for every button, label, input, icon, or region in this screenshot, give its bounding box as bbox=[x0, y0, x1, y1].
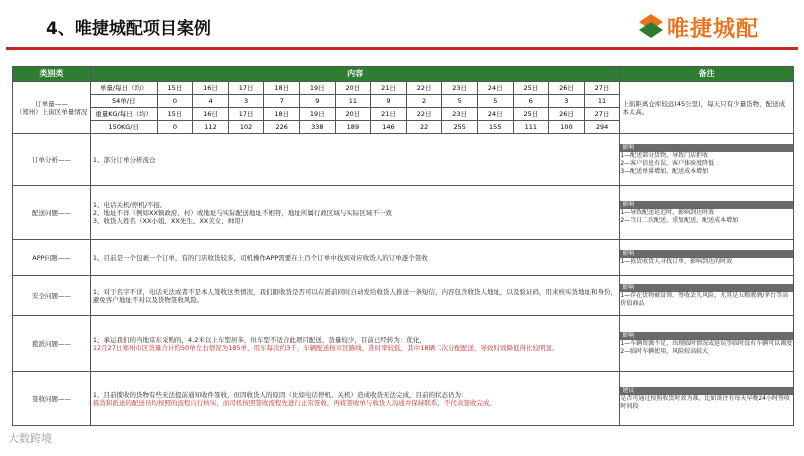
weight-value: 338 bbox=[300, 121, 336, 134]
row-content: 1、目前揽收的货物有些无法提前通知收件签收，但因收货人的原因（比如电话停机、关机）造成收货无法完成，目前的状态仍为： 拣货和派送的配送员均按照的流程自行核实，而司机按照签收流程先进行正常签收，再将签收单与收货人沟通并保持联系，不代表签收完成。 bbox=[90, 372, 619, 426]
col-header-content: 内容 bbox=[90, 67, 619, 82]
order-count: 3 bbox=[228, 95, 264, 108]
day-label: 22日 bbox=[406, 108, 442, 121]
row-note: 影响 1—拣货收货人寻找订单，影响到达的时效 bbox=[620, 240, 794, 276]
metric-label: 单量/每日（均） bbox=[90, 82, 157, 95]
day-label: 23日 bbox=[442, 108, 478, 121]
day-label: 24日 bbox=[477, 108, 513, 121]
day-label: 25日 bbox=[513, 108, 549, 121]
day-label: 16日 bbox=[193, 82, 229, 95]
order-count: 6 bbox=[513, 95, 549, 108]
day-label: 19日 bbox=[300, 108, 336, 121]
row-note: 影响 1—导致配送延迟时，影响到达时效 2—当日二次配送，重复配送，配送成本增加 bbox=[620, 186, 794, 240]
table-header bbox=[13, 67, 794, 82]
table-row bbox=[13, 316, 794, 372]
row-category: 配送问题—— bbox=[13, 186, 91, 240]
weight-value: 102 bbox=[228, 121, 264, 134]
day-label: 15日 bbox=[157, 82, 193, 95]
row-content: 1、承运我们的当地京东采购的，4.2米以上车型居多，但车型不适合此项目配送，货量较少，目前已经转为：优化， 12月27日郑州市区货量合计约50单左右情况为185单，用车每次约3千，车辆配送按市区路线，准时率较低，其中18辆二次分配配送，导致时效降低得比较明显。 bbox=[90, 316, 619, 372]
weight-value: 0 bbox=[157, 121, 193, 134]
row-category: 订单分析—— bbox=[13, 134, 91, 186]
day-label: 19日 bbox=[300, 82, 336, 95]
row-content: 1、对于名字不详，电话无法或者不是本人签收这类情况，我们跟收货是否可以在派前同时自动发给收货人推送一条短信，内容包含收货人地址，以及验证码，用来核实货地址和身份，避免客户地址不对以及货物签收风险。 bbox=[90, 276, 619, 316]
order-count: 7 bbox=[264, 95, 300, 108]
weight-value: 294 bbox=[584, 121, 620, 134]
table-row bbox=[13, 186, 794, 240]
row-category: 揽派问题—— bbox=[13, 316, 91, 372]
day-label: 20日 bbox=[335, 108, 371, 121]
row-note: 影响 1—存在货物被冒领、签收丢失风险，尤其是五粮液酒/茅台等高价值商品 bbox=[620, 276, 794, 316]
weight-value: 100 bbox=[549, 121, 585, 134]
table-row bbox=[13, 276, 794, 316]
day-label: 26日 bbox=[549, 108, 585, 121]
row-category: APP问题—— bbox=[13, 240, 91, 276]
order-count: 3 bbox=[549, 95, 585, 108]
order-count: 5 bbox=[477, 95, 513, 108]
day-label: 18日 bbox=[264, 82, 300, 95]
day-label: 26日 bbox=[549, 82, 585, 95]
order-count: 5 bbox=[442, 95, 478, 108]
order-count: 2 bbox=[406, 95, 442, 108]
case-table bbox=[12, 66, 794, 426]
order-category: 订单量—— （郑州）上街区单量情况 bbox=[13, 82, 91, 134]
row-content: 1、部分订单分析流仓 bbox=[90, 134, 619, 186]
weight-value: 155 bbox=[477, 121, 513, 134]
row-category: 安全问题—— bbox=[13, 276, 91, 316]
weight-value: 255 bbox=[442, 121, 478, 134]
page-title: 4、唯捷城配项目案例 bbox=[46, 19, 211, 39]
day-label: 15日 bbox=[157, 108, 193, 121]
day-label: 25日 bbox=[513, 82, 549, 95]
logo-text: 唯捷城配 bbox=[667, 17, 760, 42]
row-note: 影响 1—车辆资源不足，出现临时情况或延误等临时没有车辆可以调度 2—临时车辆使用，风险较高较大 bbox=[620, 316, 794, 372]
metric-label: 150KG/日 bbox=[90, 121, 157, 134]
order-count: 9 bbox=[371, 95, 407, 108]
day-label: 23日 bbox=[442, 82, 478, 95]
day-label: 21日 bbox=[371, 82, 407, 95]
col-header-note: 备注 bbox=[620, 67, 794, 82]
order-count: 4 bbox=[193, 95, 229, 108]
row-note: 影响 1—配送部分货物，导致门店拒收 2—客户信息有误，客户体验度降低 3—配送单量增加，配送成本增加 bbox=[620, 134, 794, 186]
table-row bbox=[13, 240, 794, 276]
metric-label: 54单/日 bbox=[90, 95, 157, 108]
order-count: 0 bbox=[157, 95, 193, 108]
day-label: 27日 bbox=[584, 108, 620, 121]
metric-label: 重量KG/每日（均） bbox=[90, 108, 157, 121]
day-label: 17日 bbox=[228, 82, 264, 95]
table-row bbox=[13, 372, 794, 426]
weight-value: 226 bbox=[264, 121, 300, 134]
logo-icon bbox=[637, 12, 665, 40]
day-label: 22日 bbox=[406, 82, 442, 95]
row-content: 1、电话关机/停机/不接。 2、地址不详（例如XX镇政府、村）或地址与实际配送地址不相符，地址所属行政区域与实际区域不一致 3、收货人姓名（XX小姐、XX先生、XX美女、帅哥） bbox=[90, 186, 619, 240]
order-note: 上街距离仓库较远(45公里)，每天只有少量货物，配送成本太高。 bbox=[620, 82, 794, 134]
weight-value: 111 bbox=[513, 121, 549, 134]
row-category: 签收问题—— bbox=[13, 372, 91, 426]
title-divider bbox=[6, 47, 798, 50]
weight-value: 112 bbox=[193, 121, 229, 134]
day-label: 24日 bbox=[477, 82, 513, 95]
weight-value: 189 bbox=[335, 121, 371, 134]
order-count: 9 bbox=[300, 95, 336, 108]
row-note: 建议 是否可通过按照收货时效为准，比如备注有每天早晚24小时签收时间段 bbox=[620, 372, 794, 426]
table-row bbox=[13, 134, 794, 186]
day-label: 17日 bbox=[228, 108, 264, 121]
row-content: 1、目前是一个包裹一个订单，有的门店收货较多，司机操作APP需要在上百个订单中找到对应收货人的订单逐个签收 bbox=[90, 240, 619, 276]
day-label: 18日 bbox=[264, 108, 300, 121]
weight-value: 146 bbox=[371, 121, 407, 134]
watermark: 大数跨境 bbox=[8, 432, 52, 445]
weight-value: 22 bbox=[406, 121, 442, 134]
col-header-category: 类别类 bbox=[13, 67, 91, 82]
day-label: 21日 bbox=[371, 108, 407, 121]
table-row bbox=[13, 82, 794, 95]
order-count: 11 bbox=[584, 95, 620, 108]
day-label: 20日 bbox=[335, 82, 371, 95]
order-count: 11 bbox=[335, 95, 371, 108]
day-label: 16日 bbox=[193, 108, 229, 121]
day-label: 27日 bbox=[584, 82, 620, 95]
company-logo bbox=[637, 10, 795, 42]
